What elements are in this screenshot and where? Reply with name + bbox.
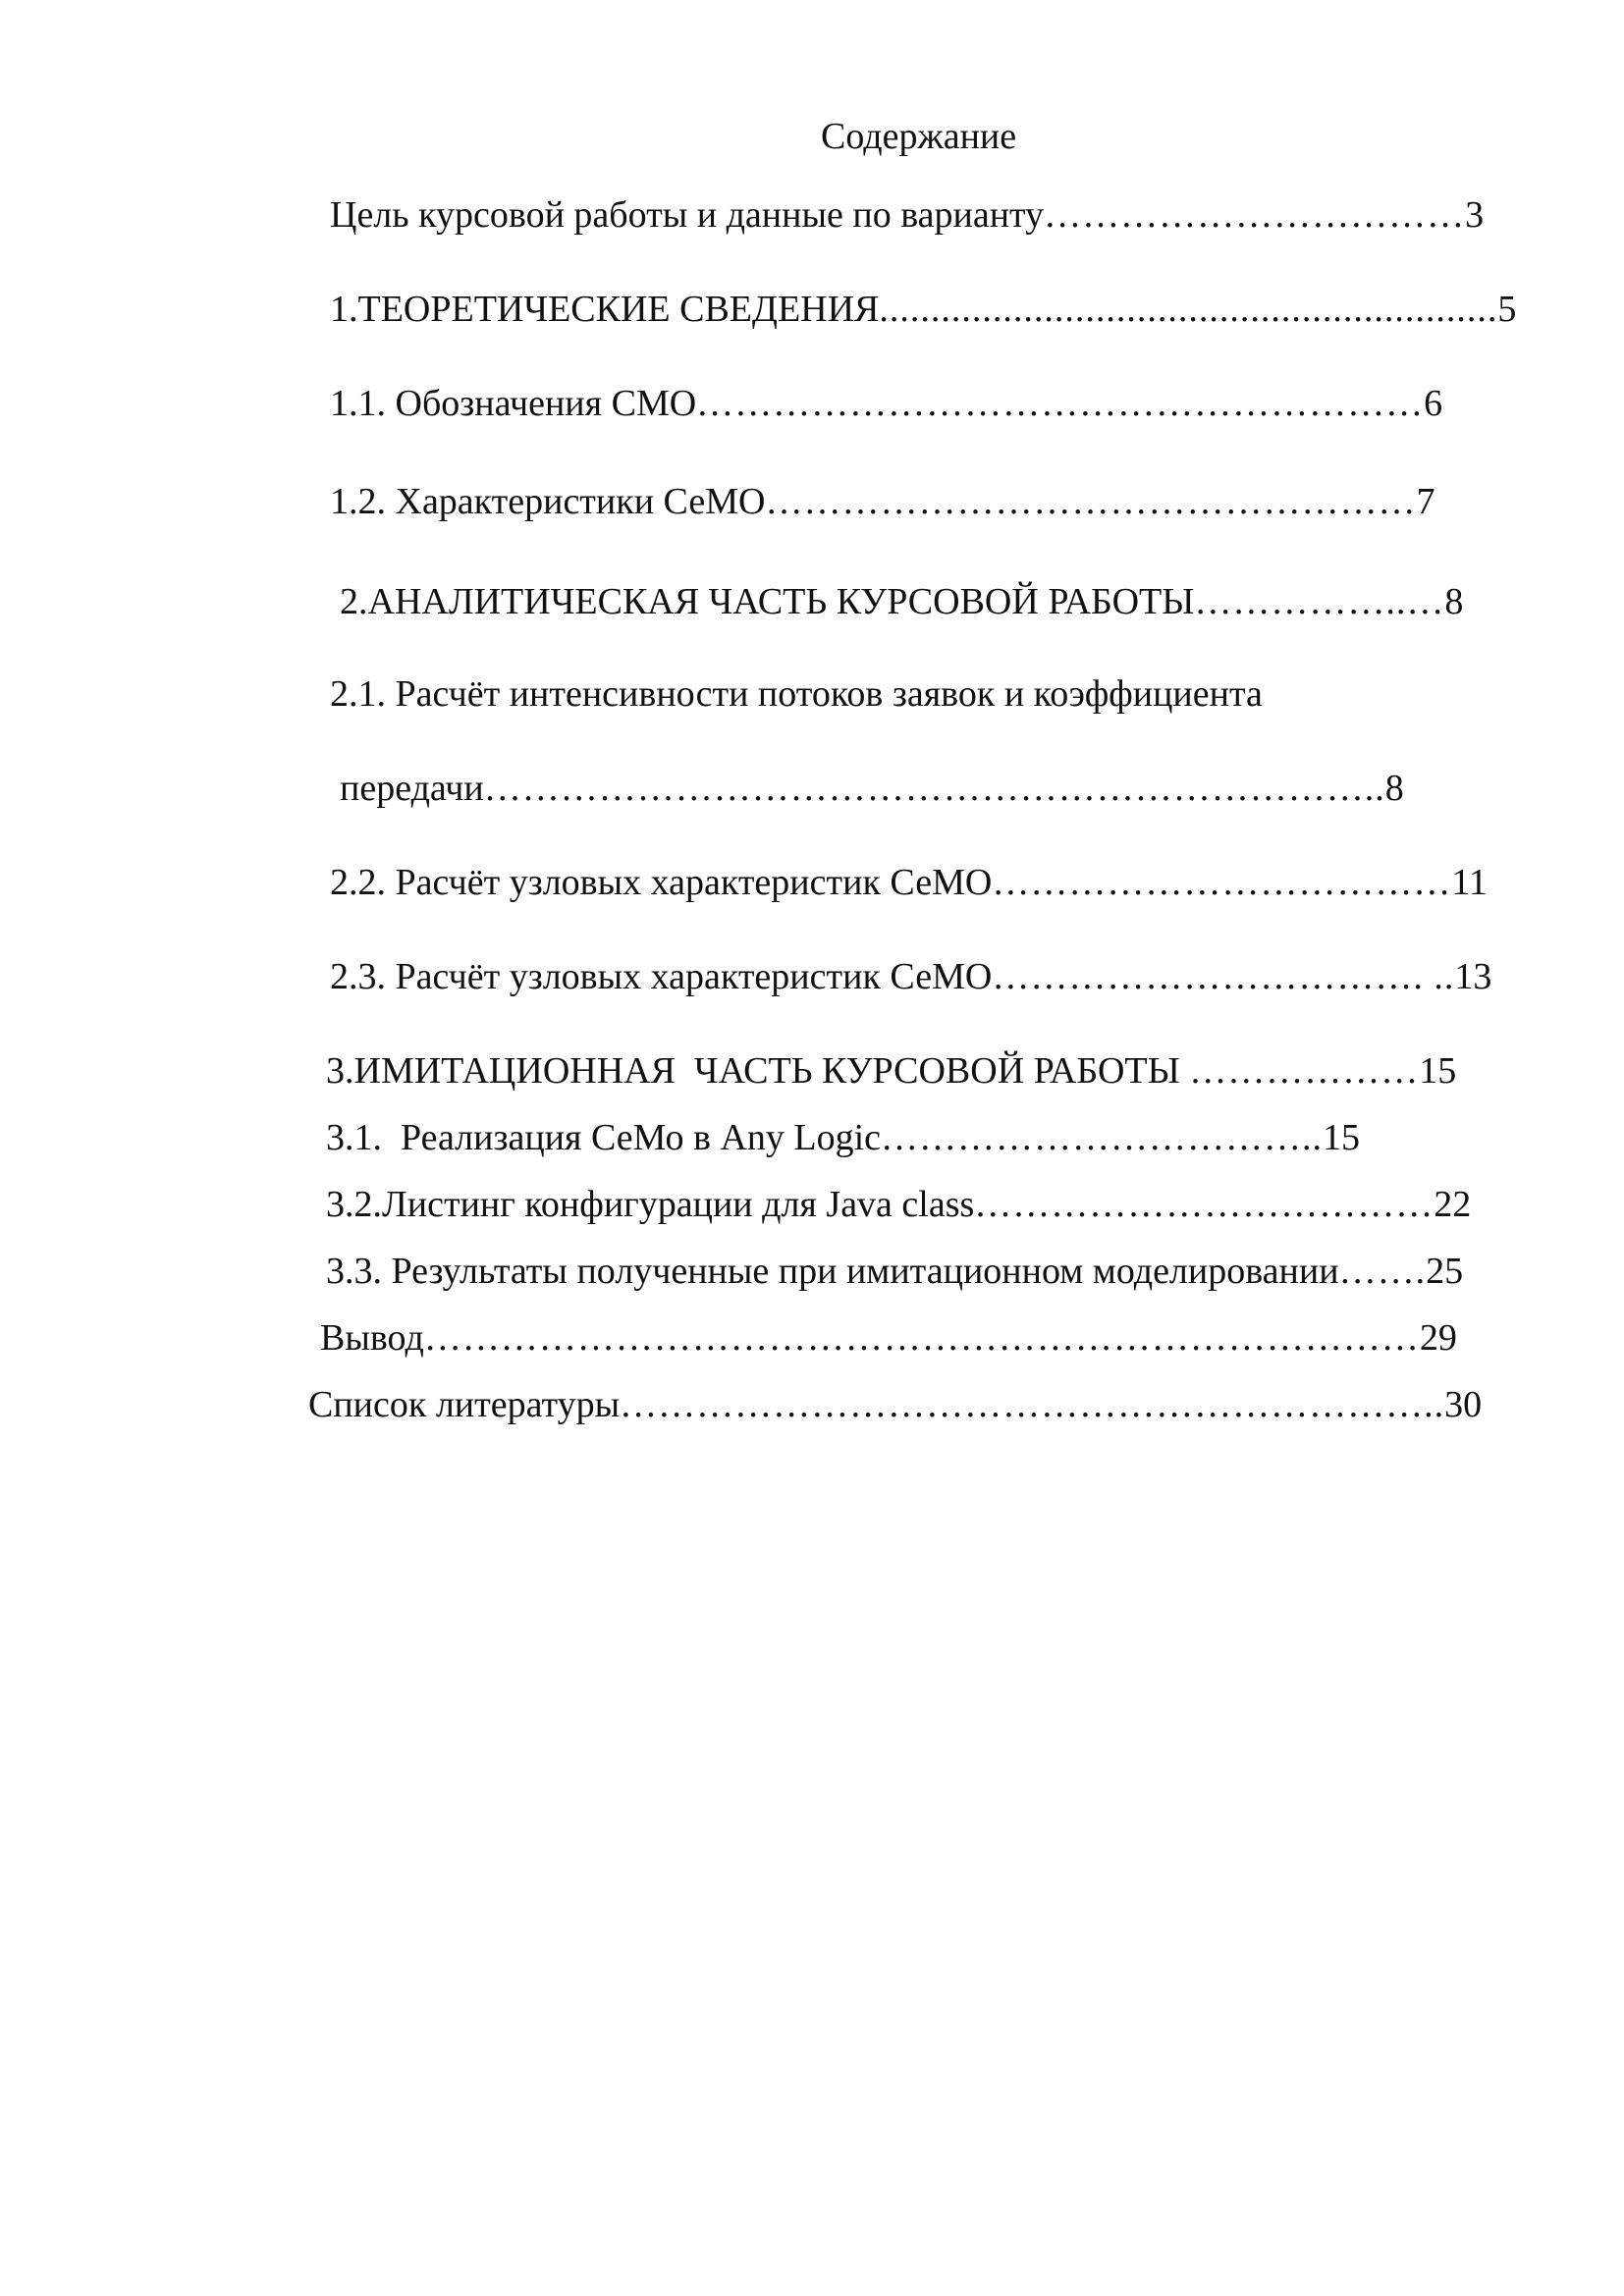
toc-entry-text: 3.ИМИТАЦИОННАЯ ЧАСТЬ КУРСОВОЙ РАБОТЫ — [326, 1050, 1190, 1092]
toc-page-number: 6 — [1424, 383, 1443, 424]
toc-entry-text: 2.2. Расчёт узловых характеристик СеМО — [330, 862, 993, 903]
toc-entry-text: Вывод — [320, 1317, 424, 1359]
toc-page-number: 8 — [1444, 581, 1464, 622]
toc-leader: ............................................................ — [879, 289, 1498, 330]
toc-entry-1-1 — [330, 381, 1442, 426]
toc-entry-text: Цель курсовой работы и данные по варианту — [330, 194, 1045, 236]
toc-entry-3-1 — [326, 1115, 1360, 1160]
toc-entry-text: 2.1. Расчёт интенсивности потоков заявок и коэффициента — [330, 673, 1263, 715]
toc-entry-conclusion — [320, 1315, 1457, 1361]
toc-page-number: 15 — [1323, 1117, 1361, 1158]
toc-leader: …………………………………………… — [765, 481, 1417, 522]
toc-page-number: 5 — [1497, 289, 1517, 330]
toc-entry-text: 3.3. Результаты полученные при имитационном моделировании — [326, 1251, 1339, 1292]
toc-leader: ……………………………. .. — [992, 956, 1455, 997]
toc-page-number: 7 — [1416, 481, 1435, 522]
toc-page-number: 3 — [1465, 194, 1485, 236]
toc-page-number: 13 — [1454, 956, 1492, 997]
toc-page-number: 15 — [1419, 1050, 1457, 1092]
toc-entry-text: 1.ТЕОРЕТИЧЕСКИЕ СВЕДЕНИЯ — [330, 289, 880, 330]
toc-entry-text: 3.1. Реализация СеМо в Any Logic — [326, 1117, 882, 1158]
toc-entry-text: 2.3. Расчёт узловых характеристик СеМО — [330, 956, 993, 997]
toc-leader: …………………………… — [1044, 194, 1466, 236]
toc-entry-text: передачи — [340, 768, 484, 809]
toc-entry-theory — [330, 287, 1516, 332]
toc-leader: ………………………………………………… — [696, 383, 1425, 424]
toc-entry-references — [308, 1382, 1482, 1427]
toc-page-number: 25 — [1426, 1251, 1464, 1292]
toc-title: Содержание — [821, 116, 1017, 157]
toc-entry-3-2 — [326, 1182, 1471, 1227]
toc-entry-analytic — [340, 579, 1463, 624]
toc-entry-2-1 — [330, 671, 1263, 717]
toc-leader: ……………………………… — [974, 1184, 1435, 1225]
toc-leader: …………………………………………………………………… — [423, 1317, 1420, 1359]
toc-entry-goal — [330, 192, 1484, 238]
toc-entry-text: Список литературы — [308, 1384, 621, 1425]
toc-page-number: 8 — [1384, 768, 1404, 809]
toc-entry-1-2 — [330, 479, 1435, 524]
toc-leader: ……………………………………………………….. — [620, 1384, 1445, 1425]
toc-entry-simulation — [326, 1048, 1456, 1094]
toc-leader: ……………… — [1189, 1050, 1420, 1092]
toc-leader: ……. — [1338, 1251, 1427, 1292]
toc-page-number: 29 — [1419, 1317, 1457, 1359]
toc-entry-2-1-continued — [340, 766, 1404, 811]
toc-leader: ……………………………… — [992, 862, 1452, 903]
toc-leader: ……………..… — [1194, 581, 1445, 622]
toc-entry-text: 2.АНАЛИТИЧЕСКАЯ ЧАСТЬ КУРСОВОЙ РАБОТЫ — [340, 581, 1195, 622]
toc-page-number: 11 — [1451, 862, 1488, 903]
toc-entry-text: 3.2.Листинг конфигурации для Java class — [326, 1184, 975, 1225]
toc-leader: …………………………………………………………….. — [483, 768, 1385, 809]
toc-entry-text: 1.2. Характеристики СеМО — [330, 481, 766, 522]
toc-entry-2-3 — [330, 954, 1491, 999]
toc-page-number: 22 — [1434, 1184, 1472, 1225]
toc-entry-3-3 — [326, 1249, 1463, 1294]
toc-leader: …………………………….. — [881, 1117, 1324, 1158]
toc-entry-2-2 — [330, 860, 1488, 905]
toc-page-number: 30 — [1444, 1384, 1483, 1425]
toc-entry-text: 1.1. Обозначения СМО — [330, 383, 697, 424]
